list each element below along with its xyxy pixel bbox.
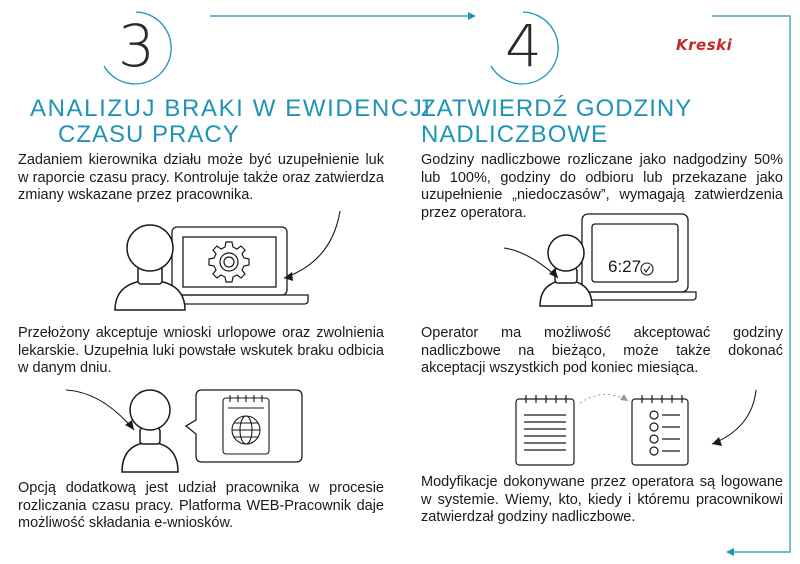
step4-number: 4 <box>505 12 542 80</box>
checklist-icon <box>632 395 688 465</box>
document-checklist-illustration <box>512 389 712 469</box>
step4-title-line2: NADLICZBOWE <box>421 121 609 148</box>
person-icon <box>115 225 185 310</box>
step3-title-line1: ANALIZUJ BRAKI W EWIDENCJI <box>30 95 432 122</box>
step4-paragraph-3: Modyfikacje dokonywane przez operatora są logowane w systemie. Wiemy, kto, kiedy i któremu pracownikowi zatwierdzał godziny nadliczbowe. <box>421 474 783 525</box>
step3-number: 3 <box>118 12 155 80</box>
calendar-icon <box>223 395 269 454</box>
globe-icon <box>232 416 260 444</box>
step4-title-line1: ZATWIERDŹ GODZINY <box>421 95 693 122</box>
step4-paragraph-2: Operator ma możliwość akceptować godziny nadliczbowe na bieżąco, może także dokonać akceptacji wszystkich pod koniec miesiąca. <box>421 325 783 376</box>
step4-paragraph-1: Godziny nadliczbowe rozliczane jako nadgodziny 50% lub 100%, godziny do odbioru lub przekazane jako uzupełnienie „niedoczasów”, wymagają zatwierdzenia przez operatora. <box>421 152 783 221</box>
arrow-curved-4 <box>700 386 770 466</box>
kreski-logo: Kreski <box>676 36 733 54</box>
step3-paragraph-3: Opcją dodatkową jest udział pracownika w procesie rozliczania czasu pracy. Platforma WEB-Pracownik daje możliwość składania e-wniosków. <box>18 480 384 531</box>
arrow-curved-2 <box>62 384 162 444</box>
arrow-curved-3 <box>500 240 570 290</box>
step3-paragraph-1: Zadaniem kierownika działu może być uzupełnienie luk w raporcie czasu pracy. Kontroluje także oraz zatwierdza zmiany wskazane przez pracownika. <box>18 152 384 203</box>
speech-bubble-icon <box>186 390 302 462</box>
clock-readout: 6:27 <box>608 257 642 276</box>
dotted-transfer-arrow <box>580 394 628 403</box>
step3-title-line2: CZASU PRACY <box>58 121 240 148</box>
document-icon <box>516 395 574 465</box>
gear-icon <box>209 242 249 282</box>
step3-paragraph-2: Przełożony akceptuje wnioski urlopowe oraz zwolnienia lekarskie. Uzupełnia luki powstałe wskutek braku odbicia w danym dniu. <box>18 325 384 376</box>
check-circle-icon <box>641 263 653 275</box>
arrow-curved-1 <box>272 206 352 296</box>
